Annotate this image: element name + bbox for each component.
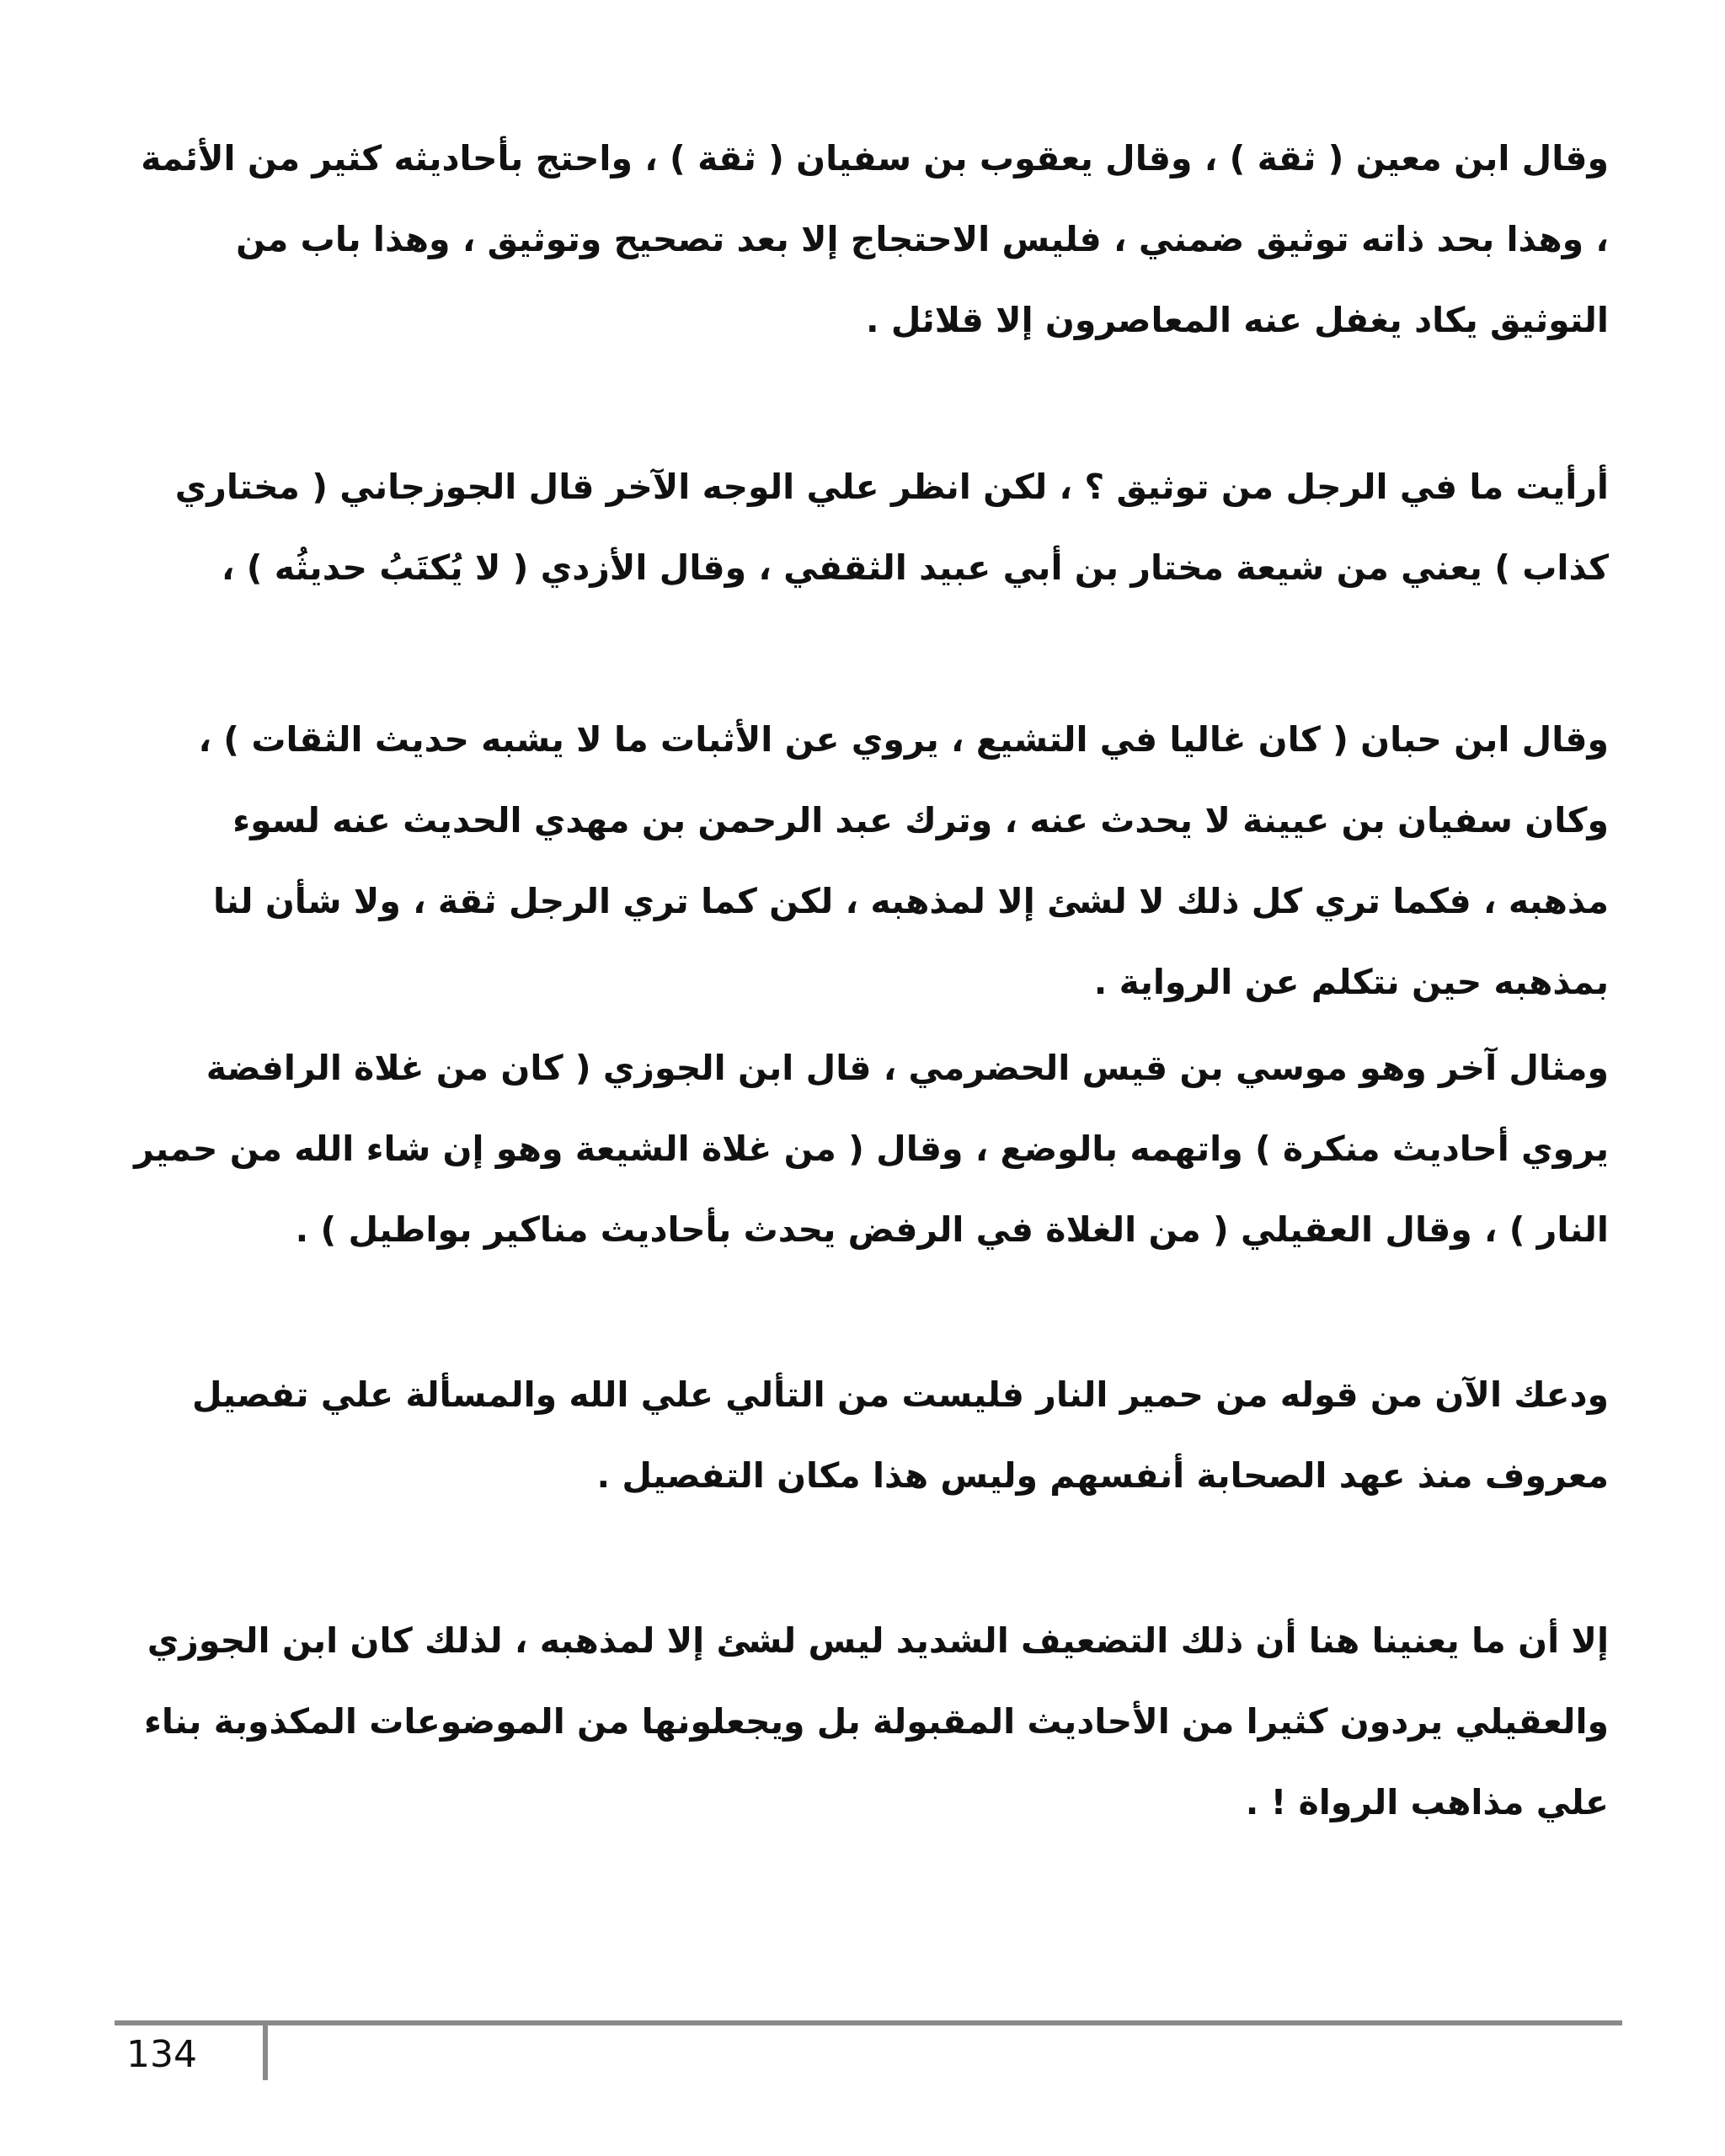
paragraph-5: ودعك الآن من قوله من حمير النار فليست من التألي علي الله والمسألة علي تفصيل معروف منذ عهد الصحابة أنفسهم وليس هذا مكان التفصيل . [191, 1374, 1609, 1496]
footer-divider-tick [263, 2021, 268, 2080]
paragraph-2: أرأيت ما في الرجل من توثيق ؟ ، لكن انظر علي الوجه الآخر قال الجوزجاني ( مختاري كذاب ) يعني من شيعة مختار بن أبي عبيد الثقفي ، وقال الأزدي ( لا يُكتَبُ حديثُه ) ، [174, 467, 1609, 588]
paragraph-3: وقال ابن حبان ( كان غاليا في التشيع ، يروي عن الأثبات ما لا يشبه حديث الثقات ) ، وكان سفيان بن عيينة لا يحدث عنه ، وترك عبد الرحمن بن مهدي الحديث عنه لسوء مذهبه ، فكما تري كل ذلك لا لشئ إلا لمذهبه ، لكن كما تري الرجل ثقة ، ولا شأن لنا بمذهبه حين نتكلم عن الرواية . [198, 719, 1609, 1002]
page-number: 134 [126, 2033, 197, 2076]
paragraph-1: وقال ابن معين ( ثقة ) ، وقال يعقوب بن سفيان ( ثقة ) ، واحتج بأحاديثه كثير من الأئمة ، وهذا بحد ذاته توثيق ضمني ، فليس الاحتجاج إلا بعد تصحيح وتوثيق ، وهذا باب من التوثيق يكاد يغفل عنه المعاصرون إلا قلائل . [141, 138, 1609, 340]
paragraph-4: ومثال آخر وهو موسي بن قيس الحضرمي ، قال ابن الجوزي ( كان من غلاة الرافضة يروي أحاديث منكرة ) واتهمه بالوضع ، وقال ( من غلاة الشيعة وهو إن شاء الله من حمير النار ) ، وقال العقيلي ( من الغلاة في الرفض يحدث بأحاديث مناكير بواطيل ) . [134, 1048, 1609, 1250]
paragraph-6: إلا أن ما يعنينا هنا أن ذلك التضعيف الشديد ليس لشئ إلا لمذهبه ، لذلك كان ابن الجوزي والعقيلي يردون كثيرا من الأحاديث المقبولة بل ويجعلونها من الموضوعات المكذوبة بناء علي مذاهب الرواة ! . [143, 1620, 1609, 1822]
footer-rule [115, 2020, 1622, 2025]
